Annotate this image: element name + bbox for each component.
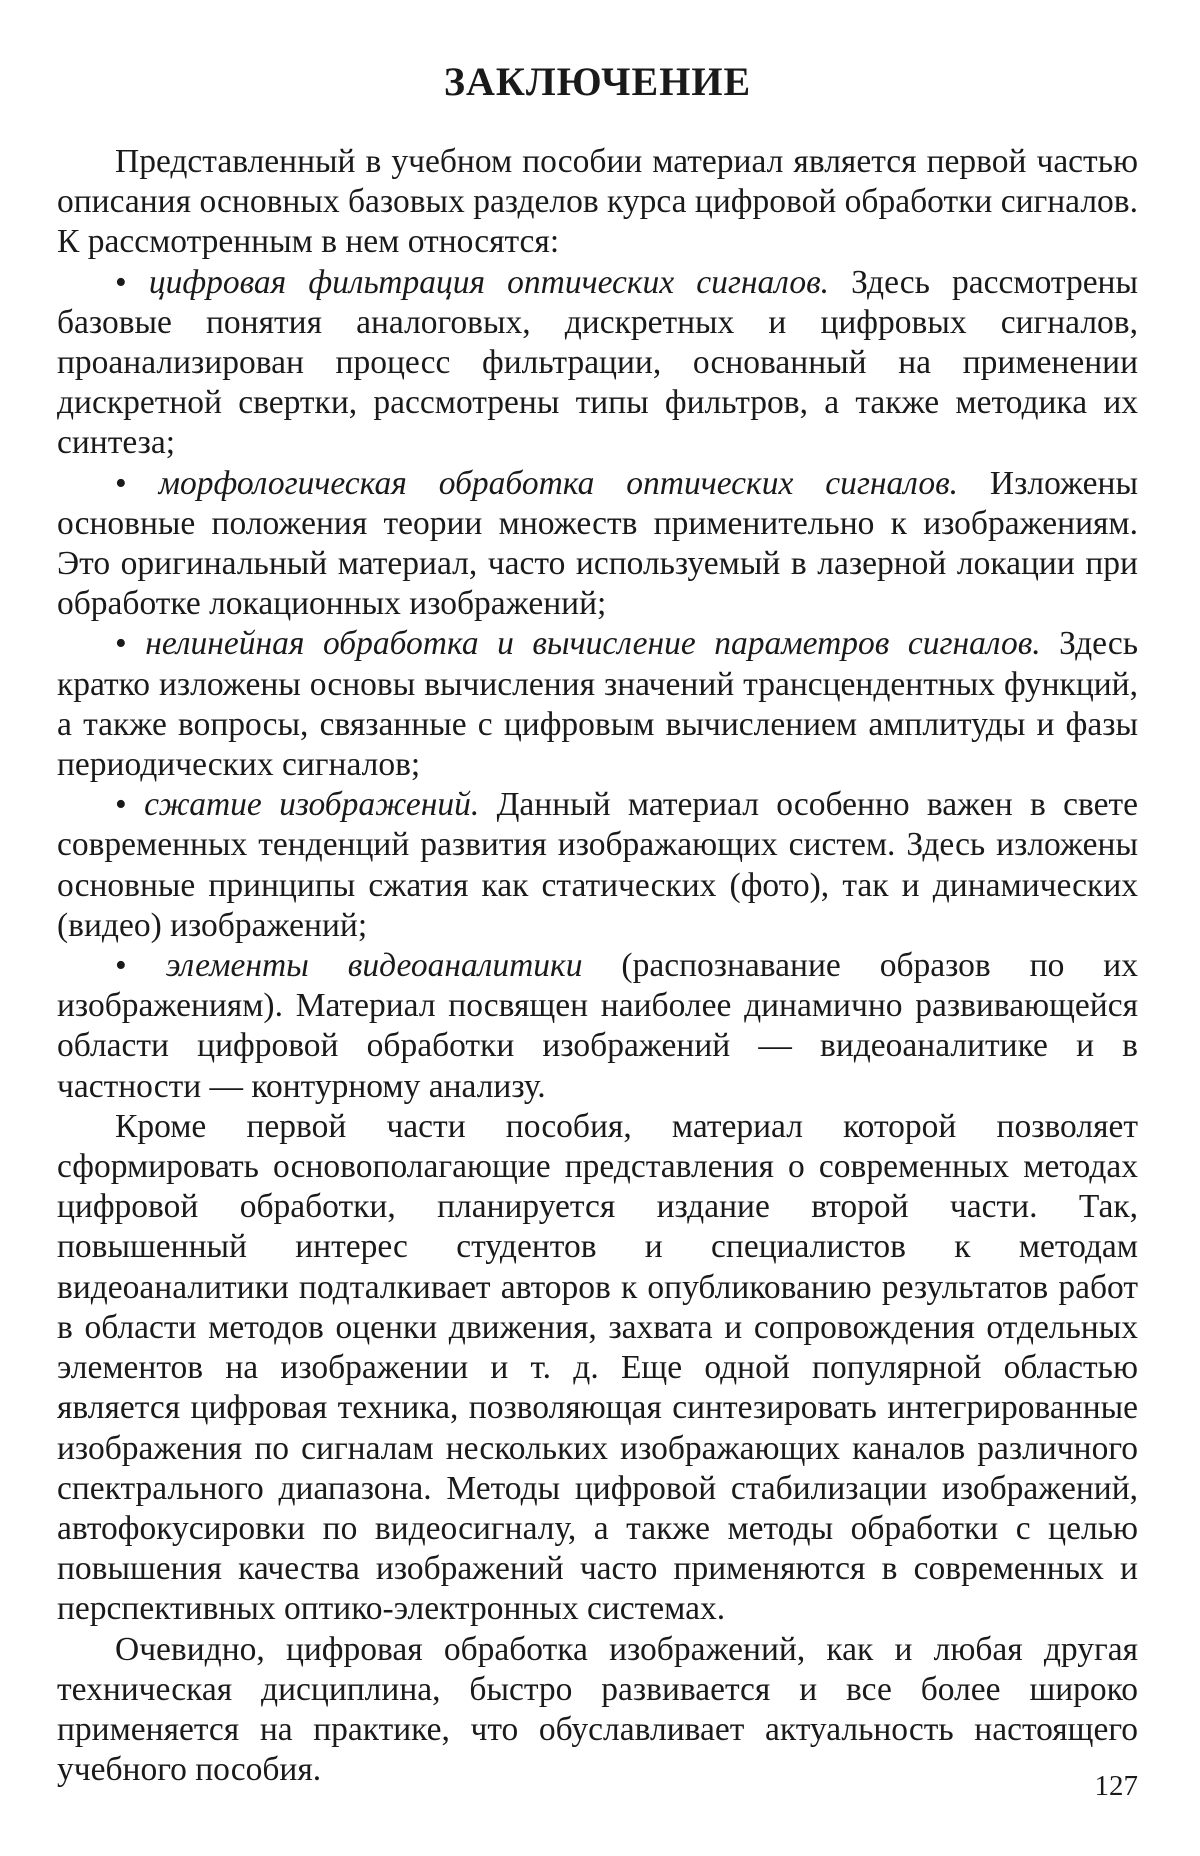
item-heading: нелинейная обработка и вычисление параметров сигналов.: [145, 625, 1040, 662]
closing-paragraph: Очевидно, цифровая обработка изображений, как и любая другая техническая дисциплина, быстро развивается и все более широко применяется на практике, что обуславливает актуальность настоящего учебного пособия.: [57, 1630, 1138, 1791]
bullet: •: [115, 786, 144, 823]
item-heading: сжатие изображений.: [144, 786, 479, 823]
page-title: ЗАКЛЮЧЕНИЕ: [57, 60, 1138, 104]
list-item-nonlinear: • нелинейная обработка и вычисление параметров сигналов. Здесь кратко изложены основы вычисления значений трансцендентных функций, а также вопросы, связанные с цифровым вычислением амплитуды и фазы периодических сигналов;: [57, 624, 1138, 785]
page-body: [57, 60, 1138, 1790]
bullet: •: [115, 264, 149, 301]
list-item-videoanalytics: • элементы видеоаналитики (распознавание образов по их изображениям). Материал посвящен наиболее динамично развивающейся области цифровой обработки изображений — видеоаналитике и в частности — контурному анализу.: [57, 946, 1138, 1107]
second-part-paragraph: Кроме первой части пособия, материал которой позволяет сформировать основополагающие представления о современных методах цифровой обработки, планируется издание второй части. Так, повышенный интерес студентов и специалистов к методам видеоаналитики подталкивает авторов к опубликованию результатов работ в области методов оценки движения, захвата и сопровождения отдельных элементов на изображении и т. д. Еще одной популярной областью является цифровая техника, позволяющая синтезировать интегрированные изображения по сигналам нескольких изображающих каналов различного спектрального диапазона. Методы цифровой стабилизации изображений, автофокусировки по видеосигналу, а также методы обработки с целью повышения качества изображений часто применяются в современных и перспективных оптико-электронных системах.: [57, 1107, 1138, 1630]
bullet: •: [115, 625, 145, 662]
intro-paragraph: Представленный в учебном пособии материал является первой частью описания основных базовых разделов курса цифровой обработки сигналов. К рассмотренным в нем относятся:: [57, 142, 1138, 263]
list-item-filtering: • цифровая фильтрация оптических сигналов. Здесь рассмотрены базовые понятия аналоговых, дискретных и цифровых сигналов, проанализирован процесс фильтрации, основанный на применении дискретной свертки, рассмотрены типы фильтров, а также методика их синтеза;: [57, 263, 1138, 464]
item-heading: элементы видеоаналитики: [166, 947, 583, 984]
item-heading: морфологическая обработка оптических сигналов.: [159, 465, 958, 502]
bullet: •: [115, 947, 166, 984]
bullet: •: [115, 465, 159, 502]
page-number: 127: [1095, 1770, 1139, 1803]
list-item-compression: • сжатие изображений. Данный материал особенно важен в свете современных тенденций развития изображающих систем. Здесь изложены основные принципы сжатия как статических (фото), так и динамических (видео) изображений;: [57, 785, 1138, 946]
item-heading: цифровая фильтрация оптических сигналов.: [149, 264, 829, 301]
list-item-morphology: • морфологическая обработка оптических сигналов. Изложены основные положения теории множеств применительно к изображениям. Это оригинальный материал, часто используемый в лазерной локации при обработке локационных изображений;: [57, 464, 1138, 625]
